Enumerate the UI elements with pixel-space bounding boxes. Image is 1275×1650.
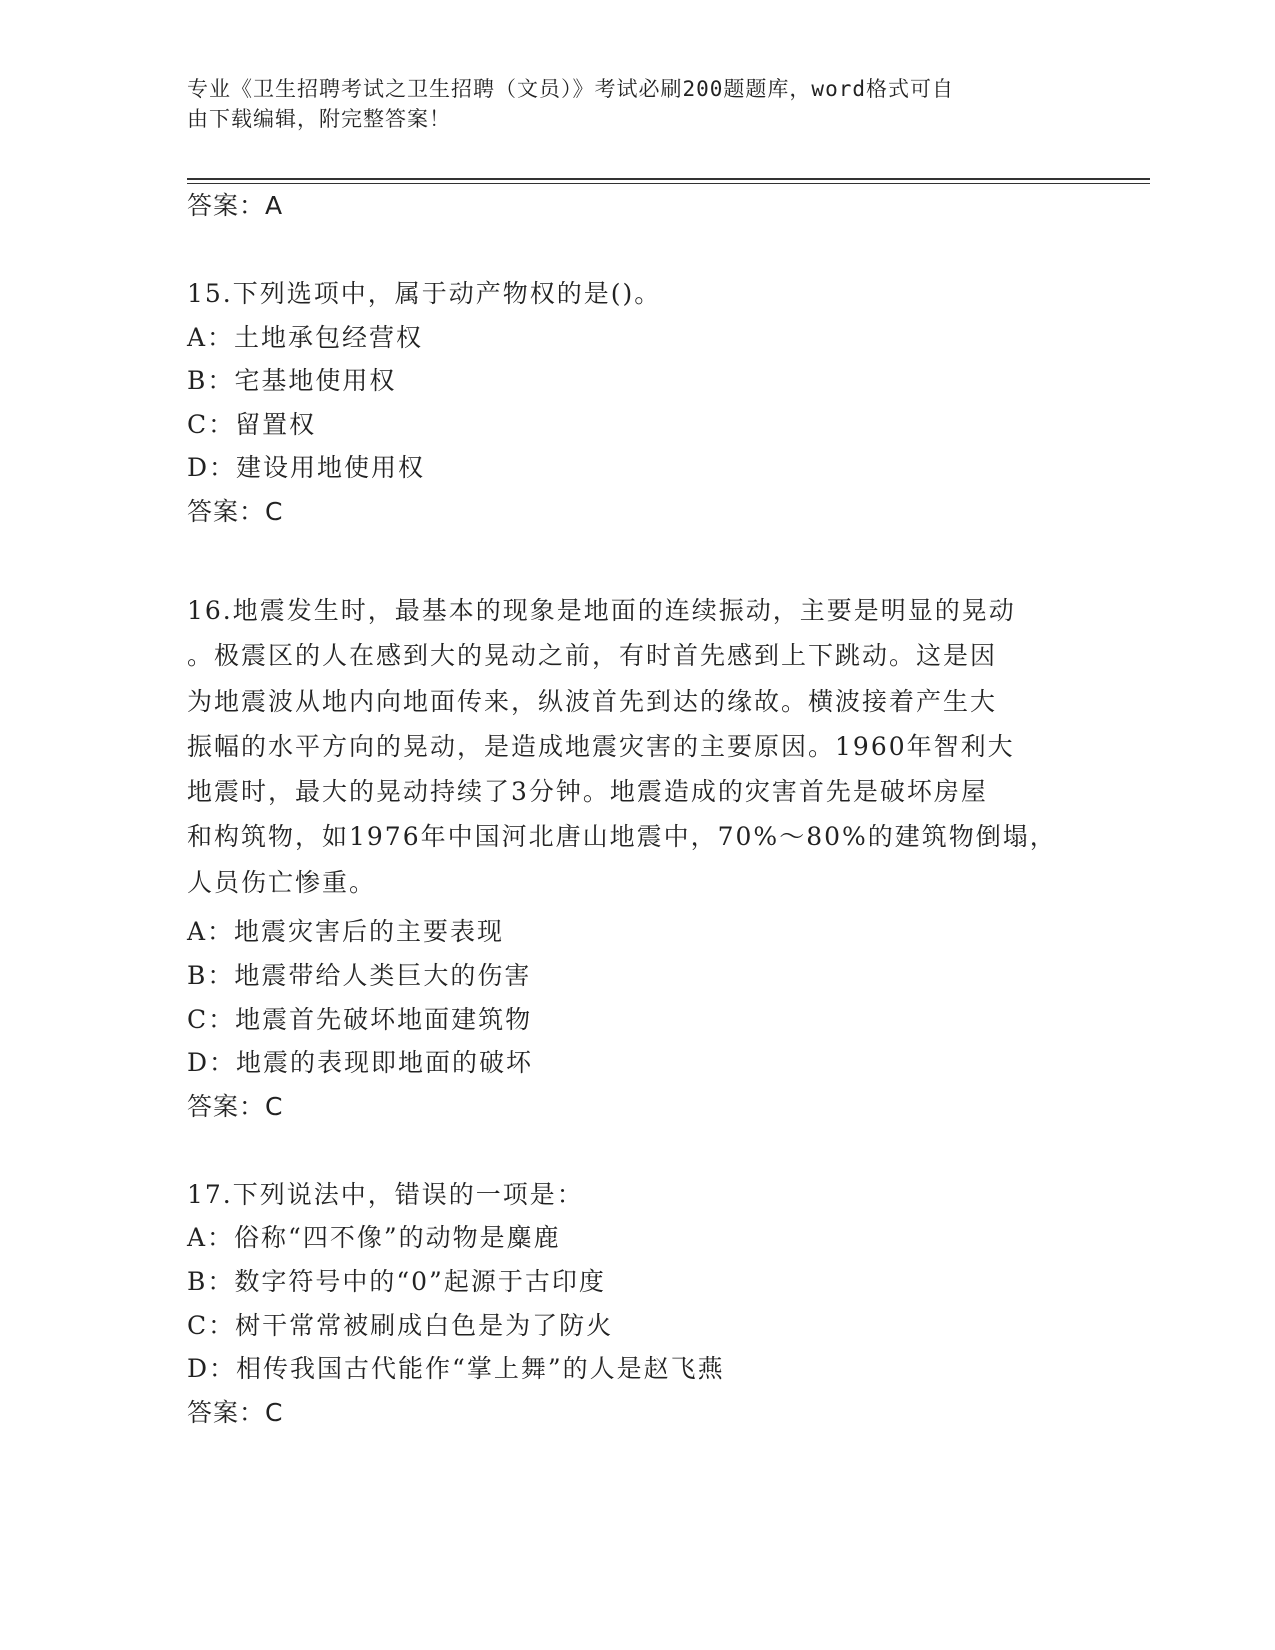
header-line-1: 专业《卫生招聘考试之卫生招聘（文员）》考试必刷200题题库，word格式可自	[187, 77, 954, 101]
q17-question: 17.下列说法中，错误的一项是：	[187, 1180, 584, 1209]
q14-answer: 答案：A	[187, 191, 284, 220]
q15-option-a: A：土地承包经营权	[187, 323, 424, 352]
q16-question-line: 16.地震发生时，最基本的现象是地面的连续振动，主要是明显的晃动	[187, 596, 1016, 625]
q16-question-line: 和构筑物，如1976年中国河北唐山地震中，70%～80%的建筑物倒塌，	[187, 822, 1057, 852]
header-line-2: 由下载编辑，附完整答案！	[187, 107, 451, 131]
q15-answer: 答案：C	[187, 497, 284, 526]
q16-question	[187, 588, 1067, 905]
q16-question-line: 振幅的水平方向的晃动，是造成地震灾害的主要原因。1960年智利大	[187, 731, 1015, 761]
q15-option-c: C：留置权	[187, 410, 317, 439]
q17-answer: 答案：C	[187, 1398, 284, 1427]
header-divider-thin	[187, 183, 1150, 184]
q17-option-b: B：数字符号中的“0”起源于古印度	[187, 1267, 606, 1296]
q16-question-line: 人员伤亡惨重。	[187, 867, 377, 897]
q16-option-c: C：地震首先破坏地面建筑物	[187, 1005, 533, 1034]
q17-option-d: D：相传我国古代能作“掌上舞”的人是赵飞燕	[187, 1354, 725, 1383]
q17-option-a: A：俗称“四不像”的动物是麋鹿	[187, 1223, 561, 1252]
q15-question: 15.下列选项中，属于动产物权的是()。	[187, 279, 662, 308]
q15-option-b: B：宅基地使用权	[187, 366, 397, 395]
q16-option-b: B：地震带给人类巨大的伤害	[187, 961, 532, 990]
q17-option-c: C：树干常常被刷成白色是为了防火	[187, 1311, 614, 1340]
q16-option-a: A：地震灾害后的主要表现	[187, 917, 505, 946]
q16-answer: 答案：C	[187, 1092, 284, 1121]
header-divider-thick	[187, 178, 1150, 180]
q16-question-line: 地震时，最大的晃动持续了3分钟。地震造成的灾害首先是破坏房屋	[187, 777, 988, 807]
document-header	[187, 74, 1067, 134]
q16-question-line: 为地震波从地内向地面传来，纵波首先到达的缘故。横波接着产生大	[187, 686, 998, 716]
q16-option-d: D：地震的表现即地面的破坏	[187, 1048, 534, 1077]
q16-question-line: 。极震区的人在感到大的晃动之前，有时首先感到上下跳动。这是因	[187, 641, 998, 671]
q15-option-d: D：建设用地使用权	[187, 453, 426, 482]
